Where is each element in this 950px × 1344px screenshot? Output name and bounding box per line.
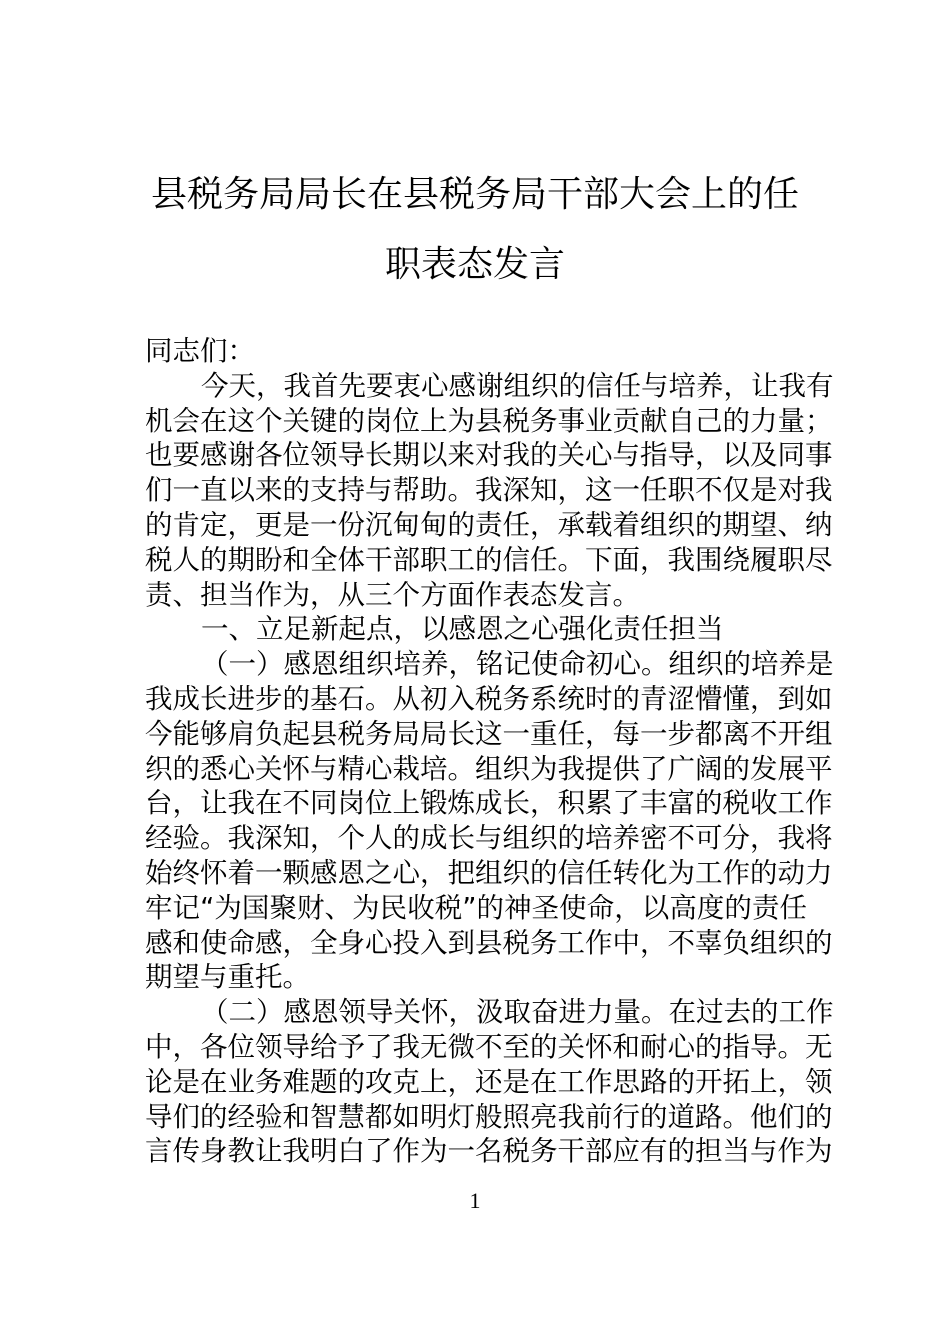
text-line: 导们的经验和智慧都如明灯般照亮我前行的道路。他们的 xyxy=(145,1100,833,1133)
text-line: 感和使命感，全身心投入到县税务工作中，不辜负组织的 xyxy=(145,926,833,959)
text-line: 今能够肩负起县税务局局长这一重任，每一步都离不开组 xyxy=(145,717,833,750)
text-line: 的肯定，更是一份沉甸甸的责任，承载着组织的期望、纳 xyxy=(145,508,833,541)
text-line: 始终怀着一颗感恩之心，把组织的信任转化为工作的动力 xyxy=(145,856,833,889)
document-title-line-2: 职表态发言 xyxy=(384,244,565,285)
text-line: 牢记“为国聚财、为民收税”的神圣使命，以高度的责任 xyxy=(145,891,807,924)
text-line: 税人的期盼和全体干部职工的信任。下面，我围绕履职尽 xyxy=(145,543,833,576)
text-line: 期望与重托。 xyxy=(145,961,310,994)
text-line: （二）感恩领导关怀，汲取奋进力量。在过去的工作 xyxy=(201,996,834,1029)
text-line: 也要感谢各位领导长期以来对我的关心与指导，以及同事 xyxy=(145,439,833,472)
paragraph xyxy=(145,612,807,647)
text-line: 经验。我深知，个人的成长与组织的培养密不可分，我将 xyxy=(145,822,833,855)
document-body xyxy=(145,334,834,1169)
paragraph xyxy=(145,369,834,613)
paragraph xyxy=(145,334,807,369)
text-line: 一、立足新起点，以感恩之心强化责任担当 xyxy=(201,613,724,646)
text-line: （一）感恩组织培养，铭记使命初心。组织的培养是 xyxy=(201,648,834,681)
text-line: 机会在这个关键的岗位上为县税务事业贡献自己的力量； xyxy=(145,404,833,437)
document-title-line-1: 县税务局局长在县税务局干部大会上的任 xyxy=(150,174,799,215)
text-line: 们一直以来的支持与帮助。我深知，这一任职不仅是对我 xyxy=(145,474,833,507)
text-line: 同志们： xyxy=(145,335,255,367)
text-line: 我成长进步的基石。从初入税务系统时的青涩懵懂，到如 xyxy=(145,682,833,715)
page-number: 1 xyxy=(469,1188,481,1213)
text-line: 论是在业务难题的攻克上，还是在工作思路的开拓上，领 xyxy=(145,1065,833,1098)
paragraph xyxy=(145,995,834,1169)
text-line: 中，各位领导给予了我无微不至的关怀和耐心的指导。无 xyxy=(145,1030,833,1063)
text-line: 织的悉心关怀与精心栽培。组织为我提供了广阔的发展平 xyxy=(145,752,833,785)
text-line: 责、担当作为，从三个方面作表态发言。 xyxy=(145,578,640,611)
text-line: 今天，我首先要衷心感谢组织的信任与培养，让我有 xyxy=(201,369,834,402)
text-line: 言传身教让我明白了作为一名税务干部应有的担当与作为 xyxy=(145,1135,833,1168)
text-line: 台，让我在不同岗位上锻炼成长，积累了丰富的税收工作 xyxy=(145,787,833,820)
paragraph xyxy=(145,647,834,995)
